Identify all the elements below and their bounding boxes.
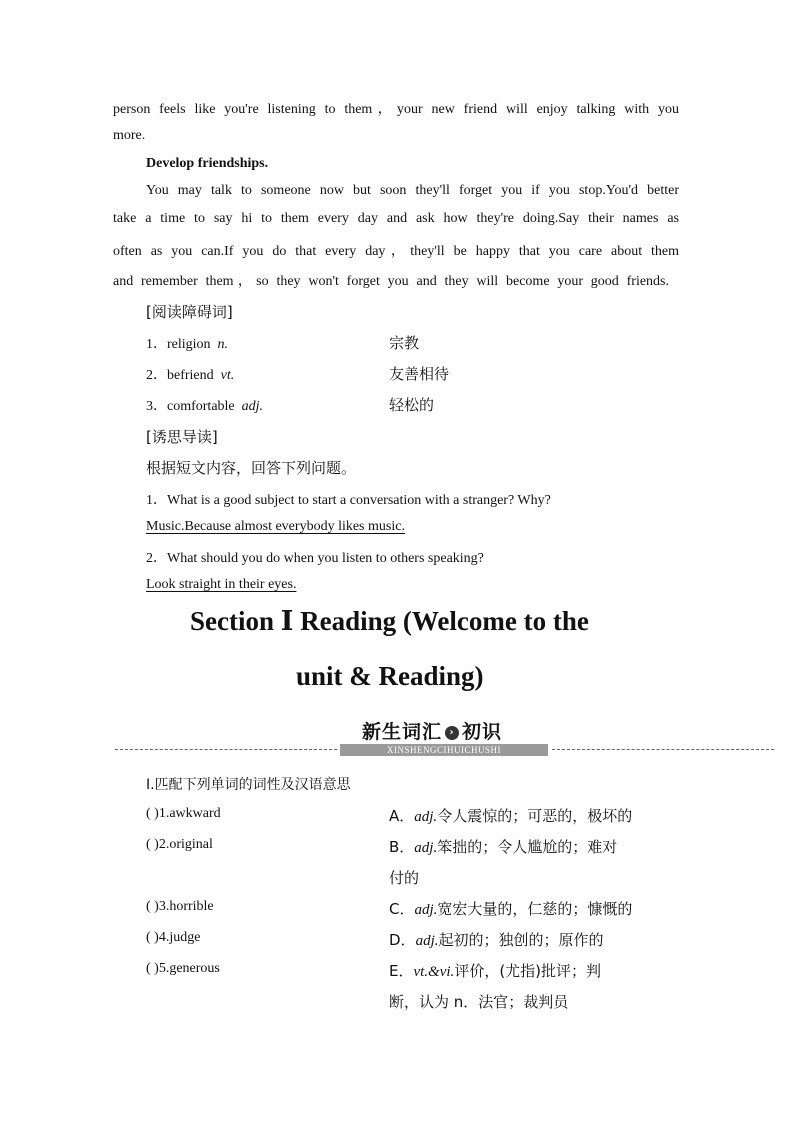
exercise-row: ( )5.generous	[146, 961, 220, 976]
answer-blank[interactable]: ( )	[146, 961, 159, 976]
option-e: E．vt.&vi.评价，(尤指)批评；判	[389, 962, 602, 980]
chevron-right-icon: ›	[445, 726, 459, 740]
banner-title-left: 新生词汇	[362, 721, 443, 743]
banner-divider-left	[115, 749, 337, 750]
paragraph-line-2: take a time to say hi to them every day and ask how they're doing.Say their names as	[113, 211, 679, 226]
exercise-row: ( )2.original	[146, 837, 213, 852]
exercise-row: ( )1.awkward	[146, 806, 221, 821]
banner-divider-right	[552, 749, 774, 750]
vocab-item: 3．comfortable adj.	[146, 399, 264, 414]
paragraph-line-3: often as you can.If you do that every day，they'll be happy that you care about them	[113, 244, 679, 259]
option-e-continued: 断，认为 n．法官；裁判员	[389, 993, 569, 1011]
banner-subtitle: XINSHENGCIHUICHUSHI	[340, 744, 548, 756]
vocab-banner	[340, 717, 548, 757]
option-b: B．adj.笨拙的；令人尴尬的；难对	[389, 838, 618, 856]
paragraph-line-4: and remember them，so they won't forget you and they will become your good friends.	[113, 274, 669, 289]
option-c: C．adj.宽宏大量的，仁慈的；慷慨的	[389, 900, 633, 918]
vocab-item: 1．religion n.	[146, 337, 229, 352]
option-d: D．adj.起初的；独创的；原作的	[389, 931, 604, 949]
option-b-continued: 付的	[389, 869, 420, 887]
passage-line-1: person feels like you're listening to them，your new friend will enjoy talking with you	[113, 102, 679, 117]
vocab-meaning: 轻松的	[389, 396, 435, 414]
answer-2: Look straight in their eyes.	[146, 577, 297, 592]
passage-line-2: more.	[113, 128, 146, 143]
guide-instruction: 根据短文内容，回答下列问题。	[146, 459, 357, 477]
guide-label: [诱思导读]	[146, 428, 218, 446]
passage-heading: Develop friendships.	[146, 156, 269, 171]
vocab-meaning: 宗教	[389, 334, 420, 352]
vocab-item: 2．befriend vt.	[146, 368, 235, 383]
question-2: 2．What should you do when you listen to others speaking?	[146, 551, 484, 566]
exercise-row: ( )3.horrible	[146, 899, 214, 914]
section-title-line-1: Section Ⅰ Reading (Welcome to the	[190, 606, 589, 636]
section-title-line-2: unit & Reading)	[296, 661, 484, 691]
exercise-heading: Ⅰ.匹配下列单词的词性及汉语意思	[146, 777, 351, 793]
answer-blank[interactable]: ( )	[146, 899, 159, 914]
answer-blank[interactable]: ( )	[146, 806, 159, 821]
question-1: 1．What is a good subject to start a conversation with a stranger? Why?	[146, 493, 551, 508]
answer-blank[interactable]: ( )	[146, 837, 159, 852]
answer-1: Music.Because almost everybody likes music.	[146, 519, 405, 534]
paragraph-line-1: You may talk to someone now but soon they'll forget you if you stop.You'd better	[146, 183, 679, 198]
banner-title-right: 初识	[462, 721, 503, 743]
answer-blank[interactable]: ( )	[146, 930, 159, 945]
exercise-row: ( )4.judge	[146, 930, 201, 945]
option-a: A．adj.令人震惊的；可恶的，极坏的	[389, 807, 633, 825]
vocab-meaning: 友善相待	[389, 365, 450, 383]
vocab-label: [阅读障碍词]	[146, 303, 233, 321]
